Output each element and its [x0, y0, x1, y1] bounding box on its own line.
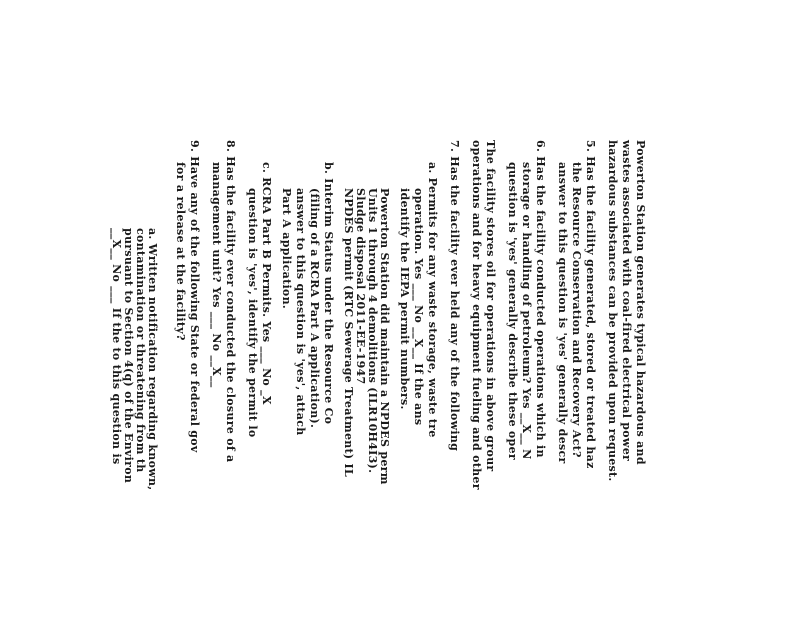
rotated-document-text [176, 140, 646, 618]
doc-line: Part A application. [280, 188, 293, 309]
doc-line: Units 1 through 4 demolitions (ILR10H4I3). [366, 188, 379, 474]
doc-line: b. Interim Status under the Resource Co [322, 162, 335, 425]
doc-line: 9. Have any of the following State or federal gov [188, 140, 201, 453]
doc-line: question is 'yes' generally describe these oper [506, 162, 519, 460]
doc-line: answer to this question is 'yes', attach [294, 188, 307, 436]
rotated-document-text-continued [58, 180, 158, 618]
doc-line: storage or handling of petroleum? Yes __X__ N [520, 162, 533, 460]
doc-line: a. Written notification regarding known, [146, 228, 159, 491]
doc-line: question is 'yes', identify the permit lo [246, 188, 259, 438]
doc-line: the Resource Conservation and Recovery Act? [570, 162, 583, 458]
doc-line: operations and for heavy equipment fueling and other [470, 140, 483, 490]
doc-line: wastes associated with coal-fired electrical power [620, 140, 633, 462]
doc-line: c. RCRA Part B Permits. Yes ___ No _X [260, 162, 273, 405]
doc-line: 5. Has the facility generated, stored or treated haz [584, 140, 597, 469]
doc-line: (filing of a RCRA Part A application). [308, 188, 321, 429]
doc-line: contamination or threatening from th [134, 228, 147, 473]
doc-line: operation. Yes ___ No __X__ If the ans [412, 188, 425, 426]
doc-line: answer to this question is 'yes' generally descr [556, 162, 569, 464]
doc-line: a. Permits for any waste storage, waste tre [426, 162, 439, 438]
doc-line: identify the IEPA permit numbers. [398, 188, 411, 410]
doc-line: pursuant to Section 4(q) of the Environ [122, 228, 135, 484]
doc-line: management unit? Yes ___ No __X__ [210, 162, 223, 388]
doc-line: hazardous substances can be provided upon request. [606, 140, 619, 482]
doc-line: for a release at the facility? [174, 162, 187, 341]
doc-line: The facility stores oil for operations in above grour [484, 140, 497, 472]
doc-line: Powerton Station generates typical hazardous and [634, 140, 647, 465]
doc-line: 8. Has the facility ever conducted the closure of a [224, 140, 237, 463]
doc-line: Sludge disposal 2011-EE-1947 [354, 188, 367, 385]
doc-line: Powerton Station did maintain a NPDES perm [378, 188, 391, 485]
doc-line: NPDES permit (RTC Sewerage Treatment) IL [342, 188, 355, 478]
doc-line: 7. Has the facility ever held any of the following [448, 140, 461, 452]
doc-line: 6. Has the facility conducted operations which in [534, 140, 547, 458]
doc-line: __X__ No ___ If the to this question is [110, 228, 123, 465]
